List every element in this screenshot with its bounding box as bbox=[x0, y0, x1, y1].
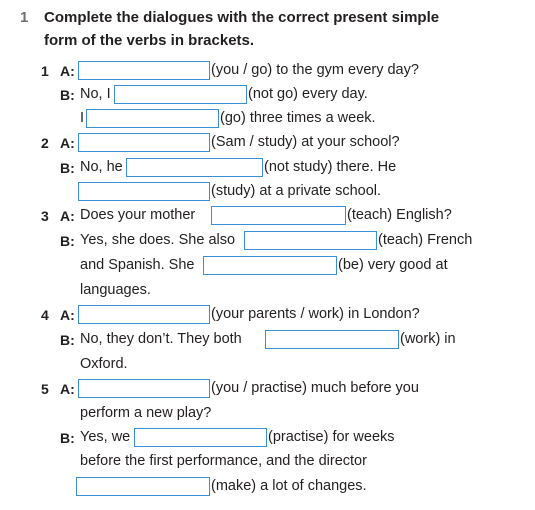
dialogue-1-line-3-prompt: (go) three times a week. bbox=[220, 110, 376, 126]
answer-blank-1a[interactable] bbox=[78, 61, 210, 80]
answer-blank-3a[interactable] bbox=[211, 206, 346, 225]
dialogue-4-speaker-a: A: bbox=[60, 307, 75, 323]
dialogue-3-speaker-b: B: bbox=[60, 233, 75, 249]
dialogue-2-line-2-lead: No, he bbox=[80, 159, 123, 175]
dialogue-5-line-4-text: before the first performance, and the director bbox=[80, 453, 367, 469]
answer-blank-2b[interactable] bbox=[126, 158, 263, 177]
dialogue-2-line-2-prompt: (not study) there. He bbox=[264, 159, 397, 175]
dialogue-5-line-5-prompt: (make) a lot of changes. bbox=[211, 478, 367, 494]
exercise-title-line-2: form of the verbs in brackets. bbox=[44, 32, 255, 49]
dialogue-2-number: 2 bbox=[41, 135, 49, 151]
dialogue-3-line-1-lead: Does your mother bbox=[80, 207, 196, 223]
answer-blank-5c[interactable] bbox=[76, 477, 210, 496]
dialogue-5-speaker-a: A: bbox=[60, 381, 75, 397]
dialogue-3-line-2-prompt: (teach) French bbox=[378, 232, 473, 248]
dialogue-5-line-3-lead: Yes, we bbox=[80, 429, 131, 445]
dialogue-1-speaker-b: B: bbox=[60, 87, 75, 103]
dialogue-3-line-2-lead: Yes, she does. She also bbox=[80, 232, 236, 248]
dialogue-4-line-2-lead: No, they don’t. They both bbox=[80, 331, 242, 347]
answer-blank-2c[interactable] bbox=[78, 182, 210, 201]
dialogue-5-line-3-prompt: (practise) for weeks bbox=[268, 429, 395, 445]
exercise-number: 1 bbox=[20, 9, 29, 26]
dialogue-3-speaker-a: A: bbox=[60, 208, 75, 224]
dialogue-1-line-2-prompt: (not go) every day. bbox=[248, 86, 368, 102]
exercise-title-line-1: Complete the dialogues with the correct present simple bbox=[44, 9, 440, 26]
answer-blank-1c[interactable] bbox=[86, 109, 219, 128]
dialogue-5-line-2-text: perform a new play? bbox=[80, 405, 212, 421]
dialogue-4-line-3-text: Oxford. bbox=[80, 356, 128, 372]
dialogue-1-line-2-lead: No, I bbox=[80, 86, 111, 102]
dialogue-2-line-3-prompt: (study) at a private school. bbox=[211, 183, 382, 199]
answer-blank-4b[interactable] bbox=[265, 330, 399, 349]
answer-blank-2a[interactable] bbox=[78, 133, 210, 152]
dialogue-1-line-1-prompt: (you / go) to the gym every day? bbox=[211, 62, 419, 78]
answer-blank-3b[interactable] bbox=[244, 231, 377, 250]
dialogue-3-line-3-prompt: (be) very good at bbox=[338, 257, 448, 273]
dialogue-4-line-2-prompt: (work) in bbox=[400, 331, 456, 347]
dialogue-4-speaker-b: B: bbox=[60, 332, 75, 348]
dialogue-3-line-3-lead: and Spanish. She bbox=[80, 257, 195, 273]
dialogue-1-line-3-lead: I bbox=[80, 110, 85, 126]
dialogue-1-speaker-a: A: bbox=[60, 63, 75, 79]
dialogue-2-line-1-prompt: (Sam / study) at your school? bbox=[211, 134, 400, 150]
dialogue-4-number: 4 bbox=[41, 307, 49, 323]
dialogue-5-speaker-b: B: bbox=[60, 430, 75, 446]
dialogue-1-number: 1 bbox=[41, 63, 49, 79]
answer-blank-3c[interactable] bbox=[203, 256, 337, 275]
answer-blank-4a[interactable] bbox=[78, 305, 210, 324]
dialogue-5-line-1-prompt: (you / practise) much before you bbox=[211, 380, 419, 396]
dialogue-2-speaker-b: B: bbox=[60, 160, 75, 176]
dialogue-3-number: 3 bbox=[41, 208, 49, 224]
dialogue-3-line-1-prompt: (teach) English? bbox=[347, 207, 452, 223]
dialogue-2-speaker-a: A: bbox=[60, 135, 75, 151]
answer-blank-1b[interactable] bbox=[114, 85, 247, 104]
dialogue-5-number: 5 bbox=[41, 381, 49, 397]
dialogue-4-line-1-prompt: (your parents / work) in London? bbox=[211, 306, 420, 322]
answer-blank-5a[interactable] bbox=[78, 379, 210, 398]
dialogue-3-line-4-text: languages. bbox=[80, 282, 151, 298]
answer-blank-5b[interactable] bbox=[134, 428, 267, 447]
